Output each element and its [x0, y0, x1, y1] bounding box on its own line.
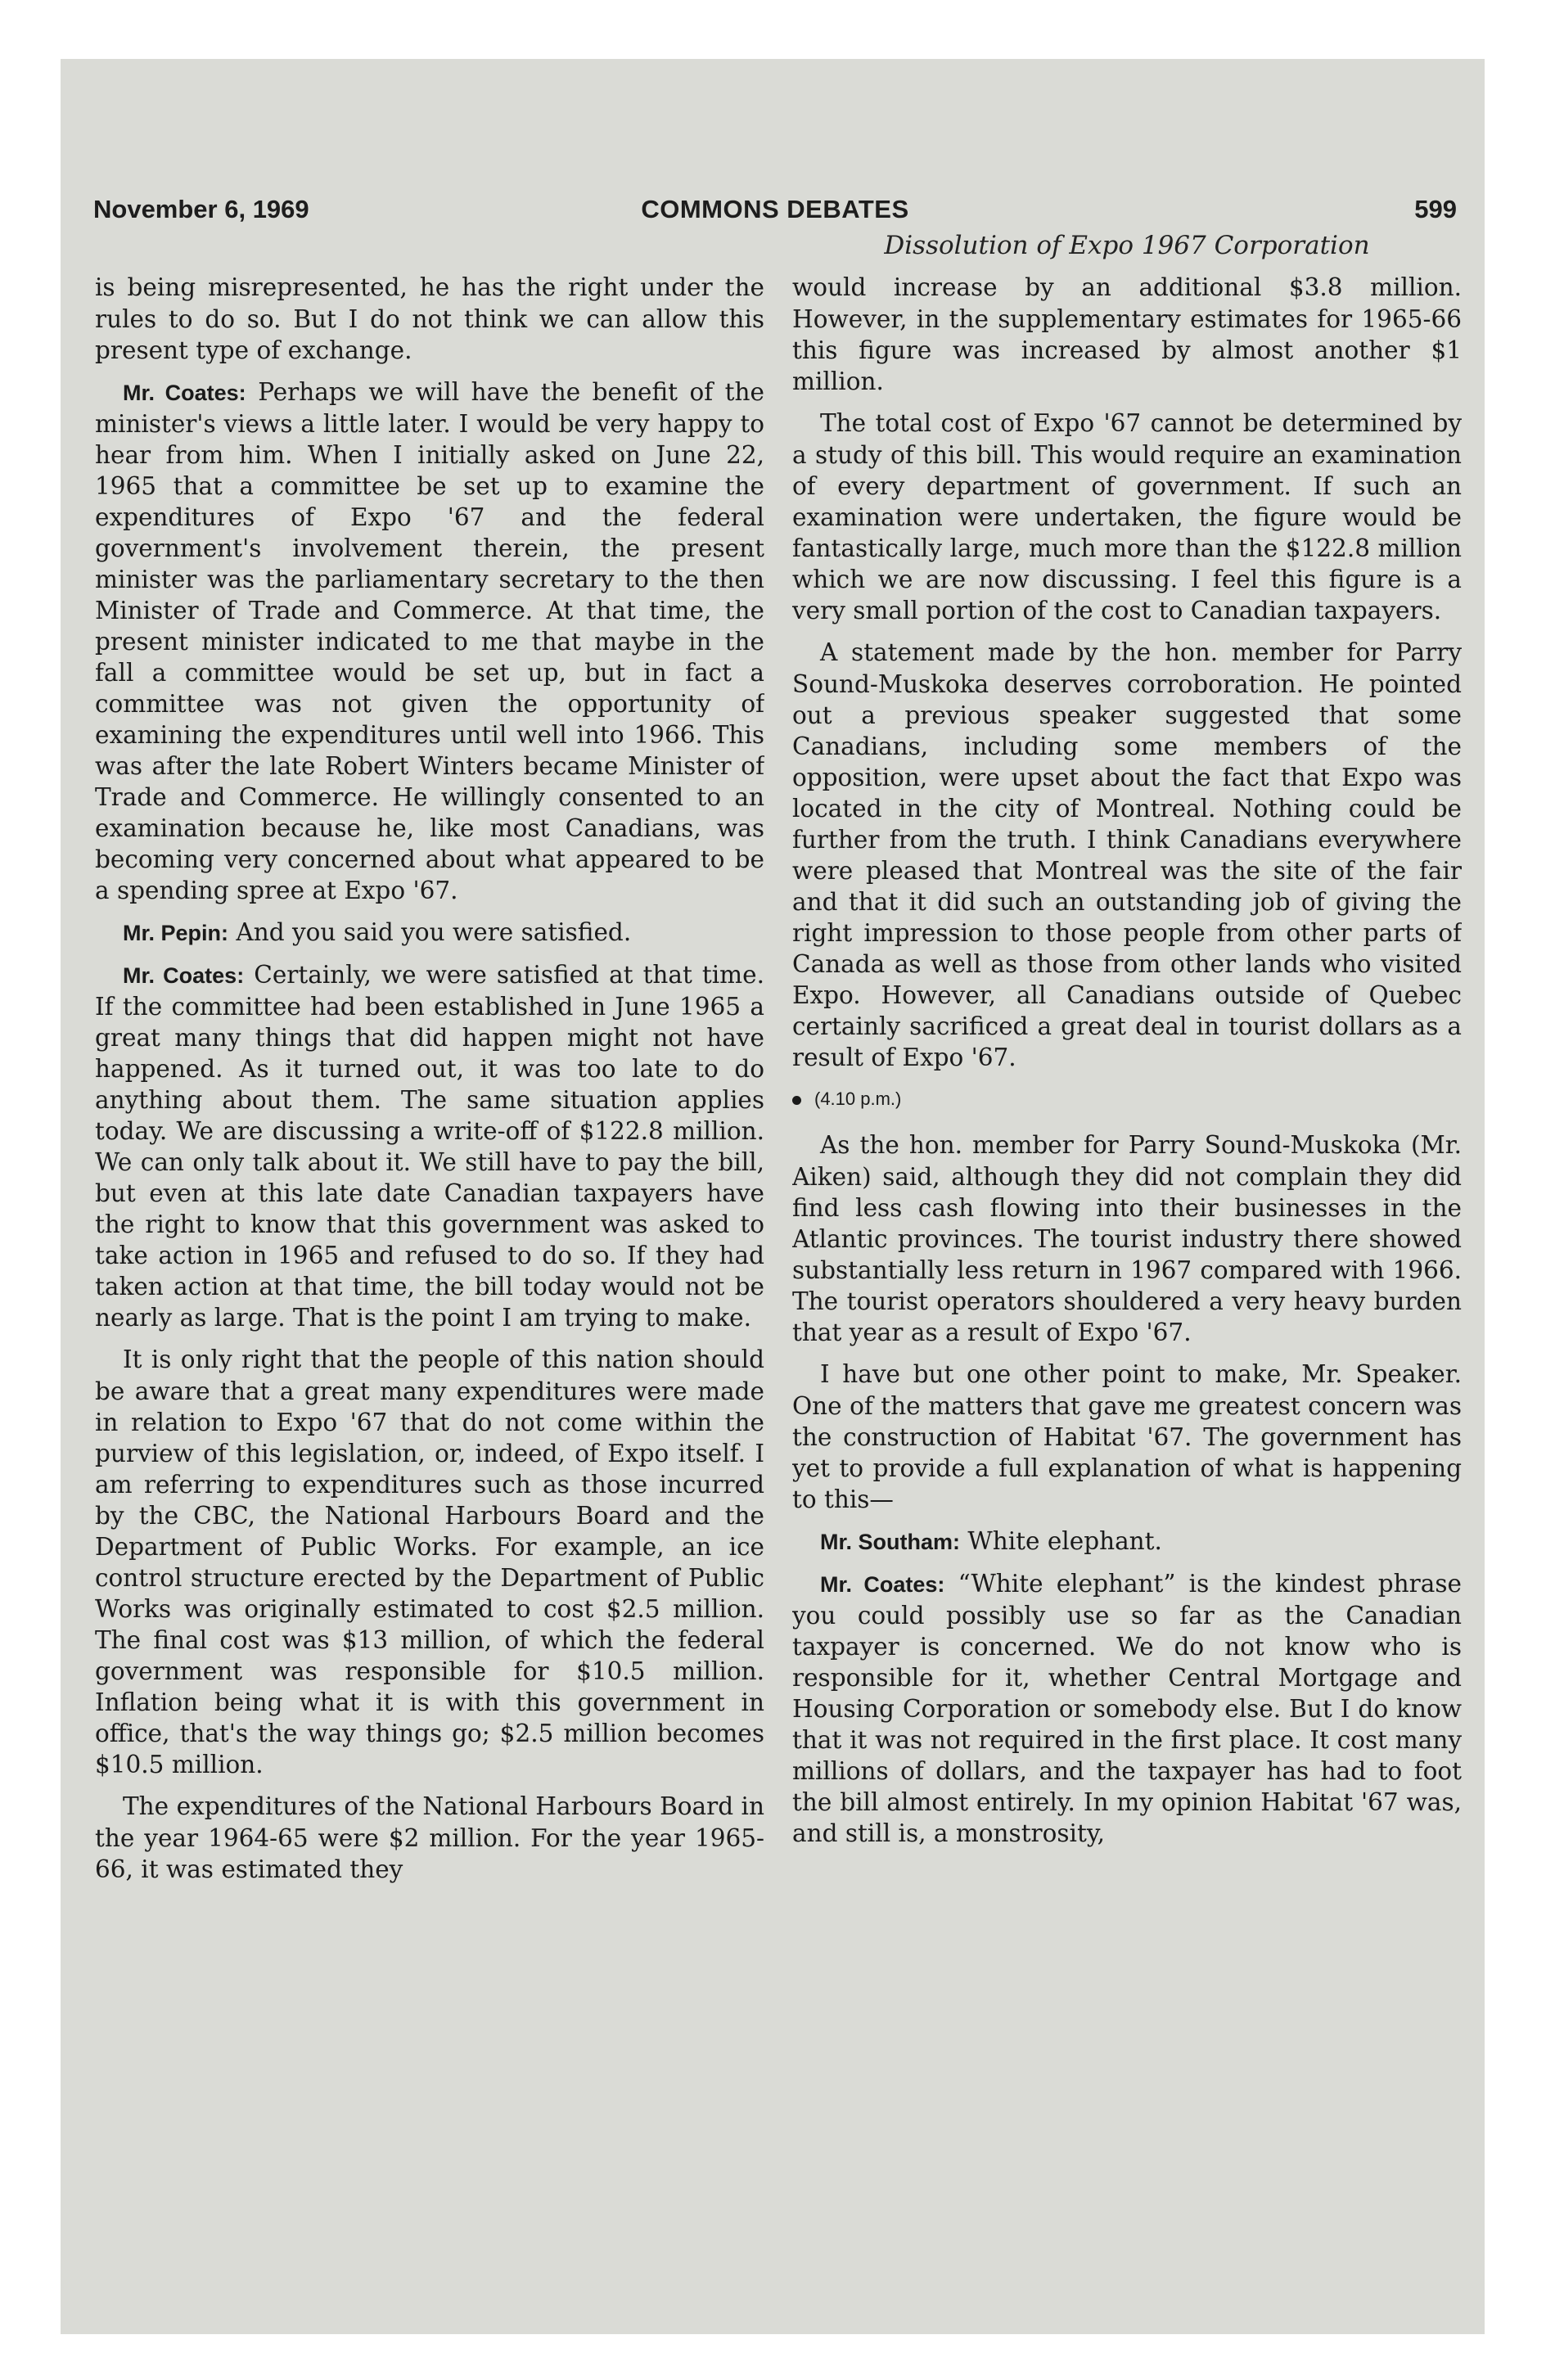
- paragraph: [95, 917, 764, 949]
- header-page-number: 599: [1414, 195, 1457, 223]
- paragraph-text: White elephant.: [967, 1527, 1162, 1555]
- paragraph-text: It is only right that the people of this nation should be aware that a great many expenditures were made in relation to Expo '67 that do not come within the purview of this legislation, or, indeed, of Expo itself. I am referring to expenditures such as those incurred by the CBC, the National Harbours Board and the Department of Public Works. For example, an ice control structure erected by the Department of Public Works was originally estimated to cost $2.5 million. The final cost was $13 million, of which the federal government was responsible for $10.5 million. Inflation being what it is with this government in office, that's the way things go; $2.5 million becomes $10.5 million.: [95, 1346, 764, 1778]
- paragraph-text: would increase by an additional $3.8 million. However, in the supplementary estimates for 1965-66 this figure was increased by almost another $1 million.: [792, 273, 1462, 395]
- paragraph-text: As the hon. member for Parry Sound-Muskoka (Mr. Aiken) said, although they did not complain they did find less cash flowing into their businesses in the Atlantic provinces. The tourist industry there showed substantially less return in 1967 compared with 1966. The tourist operators shouldered a very heavy burden that year as a result of Expo '67.: [792, 1131, 1462, 1346]
- left-column: [95, 272, 764, 2269]
- paragraph: [95, 1791, 764, 1885]
- section-title: Dissolution of Expo 1967 Corporation: [884, 231, 1370, 260]
- paragraph: [792, 408, 1462, 626]
- time-mark: [792, 1084, 1462, 1115]
- paragraph-text: is being misrepresented, he has the right under the rules to do so. But I do not think we can allow this present type of exchange.: [95, 273, 764, 364]
- paragraph-text: Perhaps we will have the benefit of the minister's views a little later. I would be very happy to hear from him. When I initially asked on June 22, 1965 that a committee be set up to examine the expenditures of Expo '67 and the federal government's involvement therein, the present minister was the parliamentary secretary to the then Minister of Trade and Commerce. At that time, the present minister indicated to me that maybe in the fall a committee would be set up, but in fact a committee was not given the opportunity of examining the expenditures until well into 1966. This was after the late Robert Winters became Minister of Trade and Commerce. He willingly consented to an examination because he, like most Canadians, was becoming very concerned about what appeared to be a spending spree at Expo '67.: [95, 378, 764, 904]
- paragraph-text: Certainly, we were satisfied at that time. If the committee had been established in June 1965 a great many things that did happen might not have happened. As it turned out, it was too late to do anything about them. The same situation applies today. We are discussing a write-off of $122.8 million. We can only talk about it. We still have to pay the bill, but even at this late date Canadian taxpayers have the right to know that this government was asked to take action in 1965 and refused to do so. If they had taken action at that time, the bill today would not be nearly as large. That is the point I am trying to make.: [95, 961, 764, 1332]
- paragraph: [95, 1344, 764, 1780]
- header-journal-title: COMMONS DEBATES: [641, 195, 909, 223]
- paragraph-text: A statement made by the hon. member for Parry Sound-Muskoka deserves corroboration. He pointed out a previous speaker suggested that some Canadians, including some members of the opposition, were upset about the fact that Expo was located in the city of Montreal. Nothing could be further from the truth. I think Canadians everywhere were pleased that Montreal was the site of the fair and that it did such an outstanding job of giving the right impression to those people from other parts of Canada as well as those from other lands who visited Expo. However, all Canadians outside of Quebec certainly sacrificed a great deal in tourist dollars as a result of Expo '67.: [792, 638, 1462, 1071]
- speaker-name: Mr. Southam:: [820, 1530, 961, 1554]
- paragraph-text: And you said you were satisfied.: [236, 918, 632, 946]
- paragraph: [792, 637, 1462, 1073]
- speaker-name: Mr. Coates:: [820, 1572, 945, 1597]
- bullet-icon: [792, 1096, 801, 1105]
- paragraph: [792, 1359, 1462, 1515]
- paragraph: [95, 272, 764, 366]
- paragraph: [95, 959, 764, 1333]
- paragraph: [792, 1526, 1462, 1557]
- speaker-name: Mr. Pepin:: [123, 921, 229, 945]
- paragraph: [95, 376, 764, 906]
- right-column: [792, 272, 1462, 2269]
- paragraph: [792, 1568, 1462, 1849]
- paragraph-text: The total cost of Expo '67 cannot be determined by a study of this bill. This would require an examination of every department of government. If such an examination were undertaken, the figure would be fantastically large, much more than the $122.8 million which we are now discussing. I feel this figure is a very small portion of the cost to Canadian taxpayers.: [792, 409, 1462, 624]
- time-mark-text: (4.10 p.m.): [814, 1089, 902, 1109]
- header-date: November 6, 1969: [93, 195, 309, 223]
- speaker-name: Mr. Coates:: [123, 963, 245, 988]
- paragraph: [792, 272, 1462, 397]
- speaker-name: Mr. Coates:: [123, 381, 246, 405]
- paragraph: [792, 1129, 1462, 1348]
- page-header: [93, 195, 1457, 231]
- paragraph-text: The expenditures of the National Harbours Board in the year 1964-65 were $2 million. For the year 1965-66, it was estimated they: [95, 1792, 764, 1883]
- paragraph-text: I have but one other point to make, Mr. Speaker. One of the matters that gave me greatest concern was the construction of Habitat '67. The government has yet to provide a full explanation of what is happening to this—: [792, 1360, 1462, 1513]
- paragraph-text: “White elephant” is the kindest phrase you could possibly use so far as the Canadian taxpayer is concerned. We do not know who is responsible for it, whether Central Mortgage and Housing Corporation or somebody else. But I do know that it was not required in the first place. It cost many millions of dollars, and the taxpayer has had to foot the bill almost entirely. In my opinion Habitat '67 was, and still is, a monstrosity,: [792, 1570, 1462, 1847]
